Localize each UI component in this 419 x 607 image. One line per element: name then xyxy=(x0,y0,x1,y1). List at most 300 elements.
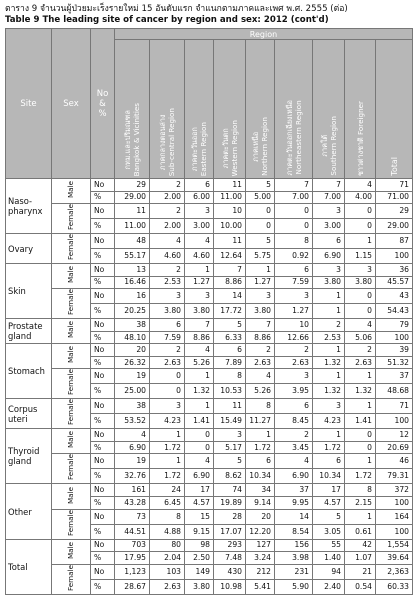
value-cell: 1 xyxy=(345,234,376,249)
value-cell: 17 xyxy=(313,484,345,497)
value-cell: 17.95 xyxy=(115,552,150,565)
value-cell: 7.48 xyxy=(214,552,246,565)
value-cell: 2 xyxy=(275,344,313,357)
value-cell: 4 xyxy=(345,179,376,192)
value-cell: 3.00 xyxy=(185,219,214,234)
value-cell: 11 xyxy=(115,204,150,219)
value-cell: 703 xyxy=(115,539,150,552)
value-cell: 11 xyxy=(214,179,246,192)
header-region-6 xyxy=(275,40,313,179)
value-cell: 0 xyxy=(275,204,313,219)
table-row xyxy=(6,319,413,332)
value-cell: 1.27 xyxy=(275,304,313,319)
site-cell: Other xyxy=(6,484,52,539)
region-label: ภาคเหนือ Northern Region xyxy=(251,117,269,176)
value-cell: 4.60 xyxy=(185,249,214,264)
value-cell: 1.40 xyxy=(313,552,345,565)
value-cell: 4.60 xyxy=(150,249,185,264)
value-cell: 4.88 xyxy=(150,524,185,539)
value-cell: 29.00 xyxy=(115,191,150,204)
value-cell: 2 xyxy=(150,264,185,277)
value-cell: 11.00 xyxy=(115,219,150,234)
metric-cell: No xyxy=(91,509,115,524)
value-cell: 4 xyxy=(345,319,376,332)
table-row xyxy=(6,234,413,249)
metric-cell: % xyxy=(91,552,115,565)
value-cell: 4 xyxy=(246,369,275,384)
value-cell: 6.90 xyxy=(185,469,214,484)
table-row xyxy=(6,454,413,469)
value-cell: 5 xyxy=(313,509,345,524)
value-cell: 0 xyxy=(246,204,275,219)
value-cell: 20.25 xyxy=(115,304,150,319)
metric-cell: % xyxy=(91,497,115,510)
value-cell: 0 xyxy=(345,304,376,319)
value-cell: 39.64 xyxy=(376,552,413,565)
value-cell: 127 xyxy=(246,539,275,552)
value-cell: 8.86 xyxy=(246,331,275,344)
value-cell: 1 xyxy=(246,429,275,442)
sex-cell: Male xyxy=(52,484,91,509)
value-cell: 1.32 xyxy=(345,384,376,399)
value-cell: 25.00 xyxy=(115,384,150,399)
value-cell: 3.80 xyxy=(313,276,345,289)
value-cell: 37 xyxy=(275,484,313,497)
value-cell: 3.80 xyxy=(185,579,214,594)
value-cell: 11.00 xyxy=(214,191,246,204)
site-cell: Prostate gland xyxy=(6,319,52,344)
value-cell: 1.72 xyxy=(150,469,185,484)
metric-cell: % xyxy=(91,191,115,204)
value-cell: 7.00 xyxy=(313,191,345,204)
value-cell: 5.00 xyxy=(246,191,275,204)
value-cell: 2.63 xyxy=(246,356,275,369)
table-row xyxy=(6,369,413,384)
value-cell: 5 xyxy=(214,454,246,469)
value-cell: 28.67 xyxy=(115,579,150,594)
caption-thai: ตาราง 9 จำนวนผู้ป่วยมะเร็งรายใหม่ 15 อันดับแรก จำแนกตามภาคและเพศ พ.ศ. 2555 (ต่อ) xyxy=(5,4,348,14)
value-cell: 1.72 xyxy=(246,441,275,454)
value-cell: 5 xyxy=(246,234,275,249)
value-cell: 11 xyxy=(214,234,246,249)
value-cell: 37 xyxy=(376,369,413,384)
metric-cell: % xyxy=(91,384,115,399)
value-cell: 7.59 xyxy=(275,276,313,289)
metric-cell: No xyxy=(91,564,115,579)
value-cell: 17.07 xyxy=(214,524,246,539)
metric-cell: % xyxy=(91,356,115,369)
header-region-5 xyxy=(246,40,275,179)
value-cell: 9.14 xyxy=(246,497,275,510)
value-cell: 0.61 xyxy=(345,524,376,539)
value-cell: 48.68 xyxy=(376,384,413,399)
value-cell: 1 xyxy=(150,429,185,442)
value-cell: 15.49 xyxy=(214,414,246,429)
value-cell: 8 xyxy=(150,509,185,524)
value-cell: 28 xyxy=(214,509,246,524)
value-cell: 43.28 xyxy=(115,497,150,510)
value-cell: 73 xyxy=(115,509,150,524)
value-cell: 55.17 xyxy=(115,249,150,264)
value-cell: 60.33 xyxy=(376,579,413,594)
value-cell: 3.05 xyxy=(313,524,345,539)
region-label: ภาคตะวันออกเฉียงเหนือ Northeastern Region xyxy=(284,100,303,176)
value-cell: 53.52 xyxy=(115,414,150,429)
value-cell: 2.15 xyxy=(345,497,376,510)
sex-cell: Female xyxy=(52,369,91,399)
value-cell: 0 xyxy=(150,369,185,384)
metric-cell: No xyxy=(91,234,115,249)
value-cell: 103 xyxy=(150,564,185,579)
value-cell: 0 xyxy=(345,204,376,219)
value-cell: 2 xyxy=(150,344,185,357)
table-row xyxy=(6,289,413,304)
metric-cell: % xyxy=(91,276,115,289)
table-caption xyxy=(0,0,419,26)
value-cell: 1 xyxy=(185,369,214,384)
value-cell: 5 xyxy=(246,179,275,192)
value-cell: 8 xyxy=(345,484,376,497)
metric-cell: No xyxy=(91,204,115,219)
value-cell: 7 xyxy=(214,264,246,277)
site-cell: Stomach xyxy=(6,344,52,399)
value-cell: 0 xyxy=(345,289,376,304)
value-cell: 2,363 xyxy=(376,564,413,579)
value-cell: 7 xyxy=(246,319,275,332)
header-no-pct: No & % xyxy=(91,29,115,179)
value-cell: 79 xyxy=(376,319,413,332)
header-region-7 xyxy=(313,40,345,179)
value-cell: 45.57 xyxy=(376,276,413,289)
header-region-3 xyxy=(185,40,214,179)
value-cell: 3 xyxy=(185,289,214,304)
sex-cell: Female xyxy=(52,234,91,264)
value-cell: 3 xyxy=(185,204,214,219)
value-cell: 2 xyxy=(345,344,376,357)
value-cell: 100 xyxy=(376,497,413,510)
value-cell: 100 xyxy=(376,331,413,344)
region-label: ภาคใต้ Southern Region xyxy=(319,116,338,176)
value-cell: 6.33 xyxy=(214,331,246,344)
header-total: Total xyxy=(376,40,413,179)
value-cell: 7 xyxy=(313,179,345,192)
site-cell: Corpus uteri xyxy=(6,399,52,429)
value-cell: 10.98 xyxy=(214,579,246,594)
value-cell: 7.00 xyxy=(275,191,313,204)
value-cell: 0.92 xyxy=(275,249,313,264)
value-cell: 3.45 xyxy=(275,441,313,454)
value-cell: 94 xyxy=(313,564,345,579)
metric-cell: % xyxy=(91,219,115,234)
header-sex: Sex xyxy=(52,29,91,179)
value-cell: 231 xyxy=(275,564,313,579)
value-cell: 100 xyxy=(376,249,413,264)
value-cell: 2 xyxy=(150,179,185,192)
value-cell: 3 xyxy=(214,429,246,442)
value-cell: 3 xyxy=(150,399,185,414)
value-cell: 8 xyxy=(275,234,313,249)
value-cell: 1.72 xyxy=(345,469,376,484)
value-cell: 1.32 xyxy=(313,384,345,399)
value-cell: 4 xyxy=(185,454,214,469)
value-cell: 1 xyxy=(345,454,376,469)
value-cell: 12 xyxy=(376,429,413,442)
value-cell: 1.27 xyxy=(185,276,214,289)
value-cell: 5.17 xyxy=(214,441,246,454)
value-cell: 0 xyxy=(185,441,214,454)
sex-cell: Female xyxy=(52,509,91,539)
metric-cell: No xyxy=(91,179,115,192)
value-cell: 19 xyxy=(115,454,150,469)
value-cell: 34 xyxy=(246,484,275,497)
value-cell: 6 xyxy=(246,454,275,469)
value-cell: 6 xyxy=(313,234,345,249)
value-cell: 4 xyxy=(275,454,313,469)
metric-cell: No xyxy=(91,399,115,414)
value-cell: 3 xyxy=(313,204,345,219)
value-cell: 0 xyxy=(345,219,376,234)
value-cell: 71.00 xyxy=(376,191,413,204)
value-cell: 8.62 xyxy=(214,469,246,484)
region-label: ภาคกลางตอนล่าง Sub-central Region xyxy=(158,107,176,176)
value-cell: 2.40 xyxy=(313,579,345,594)
metric-cell: % xyxy=(91,249,115,264)
value-cell: 16.46 xyxy=(115,276,150,289)
sex-cell: Male xyxy=(52,429,91,454)
metric-cell: No xyxy=(91,429,115,442)
value-cell: 38 xyxy=(115,399,150,414)
header-region-1 xyxy=(115,40,150,179)
metric-cell: No xyxy=(91,539,115,552)
value-cell: 6 xyxy=(275,399,313,414)
value-cell: 5.75 xyxy=(246,249,275,264)
value-cell: 4 xyxy=(185,344,214,357)
value-cell: 5.90 xyxy=(275,579,313,594)
header-region-4 xyxy=(214,40,246,179)
value-cell: 3.80 xyxy=(185,304,214,319)
value-cell: 0 xyxy=(345,429,376,442)
value-cell: 54.43 xyxy=(376,304,413,319)
value-cell: 20 xyxy=(115,344,150,357)
sex-cell: Male xyxy=(52,539,91,564)
value-cell: 79.31 xyxy=(376,469,413,484)
value-cell: 1 xyxy=(345,399,376,414)
metric-cell: % xyxy=(91,441,115,454)
value-cell: 293 xyxy=(214,539,246,552)
value-cell: 3.95 xyxy=(275,384,313,399)
value-cell: 1.41 xyxy=(185,414,214,429)
value-cell: 10.34 xyxy=(313,469,345,484)
value-cell: 71 xyxy=(376,399,413,414)
metric-cell: No xyxy=(91,289,115,304)
value-cell: 10.53 xyxy=(214,384,246,399)
value-cell: 29.00 xyxy=(376,219,413,234)
metric-cell: No xyxy=(91,344,115,357)
value-cell: 0 xyxy=(275,219,313,234)
value-cell: 43 xyxy=(376,289,413,304)
value-cell: 2.63 xyxy=(150,356,185,369)
sex-cell: Female xyxy=(52,204,91,234)
value-cell: 36 xyxy=(376,264,413,277)
value-cell: 7 xyxy=(185,319,214,332)
site-cell: Ovary xyxy=(6,234,52,264)
metric-cell: No xyxy=(91,369,115,384)
value-cell: 39 xyxy=(376,344,413,357)
value-cell: 15 xyxy=(185,509,214,524)
site-cell: Naso- pharynx xyxy=(6,179,52,234)
value-cell: 48 xyxy=(115,234,150,249)
site-cell: Total xyxy=(6,539,52,594)
value-cell: 3.80 xyxy=(246,304,275,319)
value-cell: 4.00 xyxy=(345,191,376,204)
site-cell: Thyroid gland xyxy=(6,429,52,484)
table-row xyxy=(6,564,413,579)
value-cell: 17.72 xyxy=(214,304,246,319)
value-cell: 5.26 xyxy=(246,384,275,399)
value-cell: 3 xyxy=(313,264,345,277)
metric-cell: % xyxy=(91,524,115,539)
value-cell: 20.69 xyxy=(376,441,413,454)
value-cell: 1.72 xyxy=(150,441,185,454)
value-cell: 1.32 xyxy=(185,384,214,399)
value-cell: 5 xyxy=(214,319,246,332)
value-cell: 9.15 xyxy=(185,524,214,539)
value-cell: 164 xyxy=(376,509,413,524)
region-label: กทม.และปริมณฑล Bangkok & Vicinities xyxy=(123,102,141,176)
value-cell: 6 xyxy=(214,344,246,357)
value-cell: 13 xyxy=(115,264,150,277)
value-cell: 32.76 xyxy=(115,469,150,484)
value-cell: 1.15 xyxy=(345,249,376,264)
table-row xyxy=(6,399,413,414)
header-region: Region xyxy=(115,29,413,40)
value-cell: 2.00 xyxy=(150,191,185,204)
value-cell: 6 xyxy=(150,319,185,332)
value-cell: 1.41 xyxy=(345,414,376,429)
value-cell: 149 xyxy=(185,564,214,579)
value-cell: 5.41 xyxy=(246,579,275,594)
value-cell: 2.04 xyxy=(150,552,185,565)
value-cell: 1 xyxy=(313,289,345,304)
header-region-8 xyxy=(345,40,376,179)
region-label: ชาวต่างชาติ Foreigner xyxy=(355,100,365,176)
value-cell: 6 xyxy=(313,454,345,469)
value-cell: 2 xyxy=(313,319,345,332)
table-row xyxy=(6,509,413,524)
value-cell: 29 xyxy=(376,204,413,219)
value-cell: 1.72 xyxy=(313,441,345,454)
value-cell: 1.27 xyxy=(246,276,275,289)
value-cell: 0 xyxy=(185,429,214,442)
value-cell: 1 xyxy=(313,304,345,319)
value-cell: 6 xyxy=(275,264,313,277)
value-cell: 11.27 xyxy=(246,414,275,429)
metric-cell: % xyxy=(91,331,115,344)
region-label: ภาคตะวันออก Eastern Region xyxy=(190,121,208,176)
sex-cell: Male xyxy=(52,344,91,369)
value-cell: 8.86 xyxy=(214,276,246,289)
value-cell: 4.23 xyxy=(313,414,345,429)
value-cell: 3 xyxy=(275,369,313,384)
region-label: ภาคตะวันตก Western Region xyxy=(220,119,239,176)
value-cell: 20 xyxy=(246,509,275,524)
value-cell: 6 xyxy=(185,179,214,192)
table-row xyxy=(6,484,413,497)
value-cell: 17 xyxy=(185,484,214,497)
metric-cell: % xyxy=(91,414,115,429)
value-cell: 80 xyxy=(150,539,185,552)
value-cell: 38 xyxy=(115,319,150,332)
value-cell: 3.00 xyxy=(313,219,345,234)
value-cell: 2.53 xyxy=(150,276,185,289)
value-cell: 1 xyxy=(313,344,345,357)
site-cell: Skin xyxy=(6,264,52,319)
value-cell: 10 xyxy=(214,204,246,219)
value-cell: 51.32 xyxy=(376,356,413,369)
value-cell: 21 xyxy=(345,564,376,579)
value-cell: 8.86 xyxy=(185,331,214,344)
value-cell: 24 xyxy=(150,484,185,497)
value-cell: 8.54 xyxy=(275,524,313,539)
value-cell: 6.90 xyxy=(115,441,150,454)
value-cell: 0 xyxy=(150,384,185,399)
table-row xyxy=(6,179,413,192)
value-cell: 1.32 xyxy=(313,356,345,369)
value-cell: 7 xyxy=(275,179,313,192)
value-cell: 9.95 xyxy=(275,497,313,510)
value-cell: 1 xyxy=(246,264,275,277)
header-region-2 xyxy=(150,40,185,179)
metric-cell: No xyxy=(91,454,115,469)
value-cell: 4 xyxy=(185,234,214,249)
metric-cell: % xyxy=(91,469,115,484)
value-cell: 430 xyxy=(214,564,246,579)
value-cell: 2 xyxy=(150,204,185,219)
value-cell: 42 xyxy=(345,539,376,552)
metric-cell: % xyxy=(91,304,115,319)
value-cell: 2.63 xyxy=(150,579,185,594)
value-cell: 3 xyxy=(150,289,185,304)
value-cell: 19 xyxy=(115,369,150,384)
table-row xyxy=(6,264,413,277)
value-cell: 14 xyxy=(275,509,313,524)
value-cell: 1 xyxy=(313,369,345,384)
sex-cell: Female xyxy=(52,399,91,429)
value-cell: 26.32 xyxy=(115,356,150,369)
value-cell: 0 xyxy=(345,441,376,454)
value-cell: 3.24 xyxy=(246,552,275,565)
value-cell: 6.00 xyxy=(185,191,214,204)
value-cell: 7.89 xyxy=(214,356,246,369)
value-cell: 44.51 xyxy=(115,524,150,539)
value-cell: 6.90 xyxy=(275,469,313,484)
value-cell: 212 xyxy=(246,564,275,579)
value-cell: 8.45 xyxy=(275,414,313,429)
caption-english: Table 9 The leading site of cancer by region and sex: 2012 (cont'd) xyxy=(5,15,329,25)
value-cell: 5.26 xyxy=(185,356,214,369)
value-cell: 1 xyxy=(345,369,376,384)
value-cell: 3.98 xyxy=(275,552,313,565)
value-cell: 71 xyxy=(376,179,413,192)
value-cell: 100 xyxy=(376,414,413,429)
value-cell: 4.57 xyxy=(185,497,214,510)
value-cell: 87 xyxy=(376,234,413,249)
value-cell: 3 xyxy=(275,289,313,304)
value-cell: 2 xyxy=(275,429,313,442)
metric-cell: No xyxy=(91,319,115,332)
table-row xyxy=(6,204,413,219)
sex-cell: Female xyxy=(52,289,91,319)
